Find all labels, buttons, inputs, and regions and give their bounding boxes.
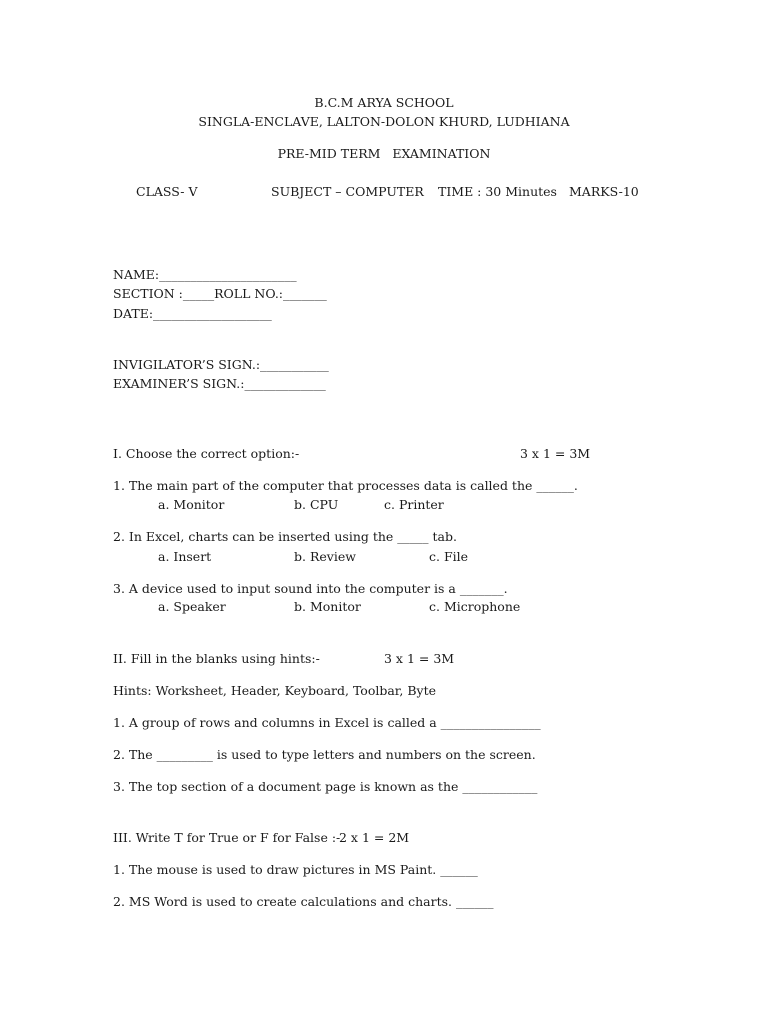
section3-question-2: 2. MS Word is used to create calculations and charts. ______ [113,894,494,909]
section3-question-1: 1. The mouse is used to draw pictures in MS Paint. ______ [113,862,478,877]
section2-marks: 3 x 1 = 3M [384,651,455,666]
section3-heading: III. Write T for True or F for False :- [113,830,341,845]
subject-label: SUBJECT – COMPUTER [271,184,424,199]
school-address: SINGLA-ENCLAVE, LALTON-DOLON KHURD, LUDHIANA [198,114,570,129]
option-3a: a. Speaker [158,599,226,614]
marks-label: MARKS-10 [569,184,639,199]
date-field: DATE:___________________ [113,306,272,321]
option-3c: c. Microphone [429,599,521,614]
exam-title: PRE-MID TERM EXAMINATION [277,146,491,161]
option-2a: a. Insert [158,549,212,564]
section3-marks: 2 x 1 = 2M [339,830,410,845]
section2-heading: II. Fill in the blanks using hints:- [113,651,320,666]
invigilator-sign-field: INVIGILATOR’S SIGN.:___________ [113,357,329,372]
option-2c: c. File [429,549,469,564]
section1-heading: I. Choose the correct option:- [113,446,300,461]
time-label: TIME : 30 Minutes [438,184,557,199]
section1-question-1: 1. The main part of the computer that processes data is called the ______. [113,478,578,493]
section2-question-1: 1. A group of rows and columns in Excel is called a ________________ [113,715,541,730]
class-label: CLASS- V [136,184,198,199]
section1-question-2: 2. In Excel, charts can be inserted using the _____ tab. [113,529,457,544]
option-3b: b. Monitor [294,599,361,614]
section2-hints: Hints: Worksheet, Header, Keyboard, Toolbar, Byte [113,683,437,698]
section1-question-3: 3. A device used to input sound into the computer is a _______. [113,581,508,596]
school-name: B.C.M ARYA SCHOOL [314,95,454,110]
option-1a: a. Monitor [158,497,225,512]
section-roll-field: SECTION :_____ROLL NO.:_______ [113,286,327,301]
examiner-sign-field: EXAMINER’S SIGN.:_____________ [113,376,326,391]
option-2b: b. Review [294,549,356,564]
name-field: NAME:______________________ [113,267,297,282]
option-1c: c. Printer [384,497,444,512]
section2-question-3: 3. The top section of a document page is known as the ____________ [113,779,538,794]
section1-marks: 3 x 1 = 3M [520,446,591,461]
section2-question-2: 2. The _________ is used to type letters and numbers on the screen. [113,747,536,762]
option-1b: b. CPU [294,497,339,512]
